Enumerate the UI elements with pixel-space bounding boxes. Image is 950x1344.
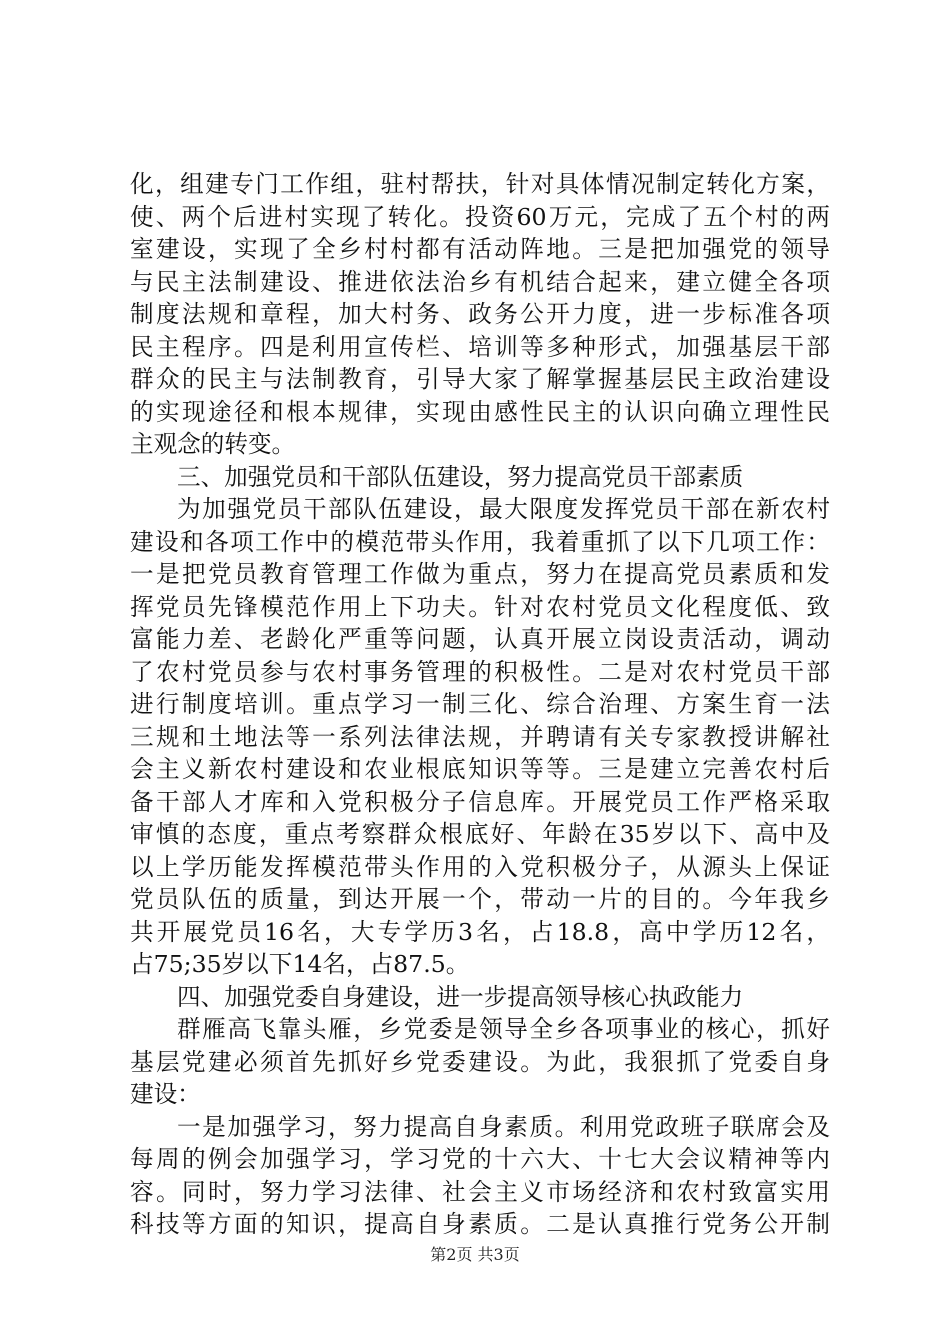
text-line: 民主程序。四是利用宣传栏、培训等多种形式，加强基层干部 xyxy=(130,332,830,361)
text-line: 与民主法制建设、推进依法治乡有机结合起来，建立健全各项 xyxy=(130,267,830,296)
text-line: 化，组建专门工作组，驻村帮扶，针对具体情况制定转化方案， xyxy=(130,170,830,198)
text-line: 会主义新农村建设和农业根底知识等等。三是建立完善农村后 xyxy=(130,755,830,783)
text-line: 容。同时，努力学习法律、社会主义市场经济和农村致富实用 xyxy=(130,1177,830,1206)
text-line: 了农村党员参与农村事务管理的积极性。二是对农村党员干部 xyxy=(130,657,830,686)
section-heading: 四、加强党委自身建设，进一步提高领导核心执政能力 xyxy=(177,982,744,1011)
text-line: 建设和各项工作中的模范带头作用，我着重抓了以下几项工作： xyxy=(130,527,830,556)
text-line: 为加强党员干部队伍建设，最大限度发挥党员干部在新农村 xyxy=(177,495,830,523)
text-line: 使、两个后进村实现了转化。投资60万元，完成了五个村的两 xyxy=(130,202,830,231)
text-line: 富能力差、老龄化严重等问题，认真开展立岗设责活动，调动 xyxy=(130,625,830,653)
document-body xyxy=(130,168,830,1241)
text-line: 一是把党员教育管理工作做为重点，努力在提高党员素质和发 xyxy=(130,560,830,588)
page-number: 第2页 共3页 xyxy=(430,1245,520,1264)
text-line: 基层党建必须首先抓好乡党委建设。为此，我狠抓了党委自身 xyxy=(130,1047,830,1076)
text-line: 制度法规和章程，加大村务、政务公开力度，进一步标准各项 xyxy=(130,300,830,328)
text-line: 共开展党员16名，大专学历3名，占18.8，高中学历12名， xyxy=(130,917,830,946)
text-line: 三规和土地法等一系列法律法规，并聘请有关专家教授讲解社 xyxy=(130,722,830,751)
text-line: 的实现途径和根本规律，实现由感性民主的认识向确立理性民 xyxy=(130,397,830,426)
text-line: 一是加强学习，努力提高自身素质。利用党政班子联席会及 xyxy=(177,1112,830,1141)
text-line: 挥党员先锋模范作用上下功夫。针对农村党员文化程度低、致 xyxy=(130,592,830,621)
text-line: 建设： xyxy=(130,1080,201,1108)
text-line: 主观念的转变。 xyxy=(130,430,296,458)
section-heading: 三、加强党员和干部队伍建设，努力提高党员干部素质 xyxy=(177,462,744,491)
text-line: 以上学历能发挥模范带头作用的入党积极分子，从源头上保证 xyxy=(130,852,830,881)
text-line: 党员队伍的质量，到达开展一个，带动一片的目的。今年我乡 xyxy=(130,885,830,913)
text-line: 进行制度培训。重点学习一制三化、综合治理、方案生育一法 xyxy=(130,690,830,718)
text-line: 室建设，实现了全乡村村都有活动阵地。三是把加强党的领导 xyxy=(130,235,830,263)
text-line: 审慎的态度，重点考察群众根底好、年龄在35岁以下、高中及 xyxy=(130,820,830,848)
text-line: 占75;35岁以下14名，占87.5。 xyxy=(130,950,470,978)
text-line: 群雁高飞靠头雁，乡党委是领导全乡各项事业的核心，抓好 xyxy=(177,1015,830,1043)
text-line: 每周的例会加强学习，学习党的十六大、十七大会议精神等内 xyxy=(130,1145,830,1173)
text-line: 群众的民主与法制教育，引导大家了解掌握基层民主政治建设 xyxy=(130,365,830,393)
text-line: 备干部人才库和入党积极分子信息库。开展党员工作严格采取 xyxy=(130,787,830,816)
text-line: 科技等方面的知识，提高自身素质。二是认真推行党务公开制 xyxy=(130,1210,830,1238)
